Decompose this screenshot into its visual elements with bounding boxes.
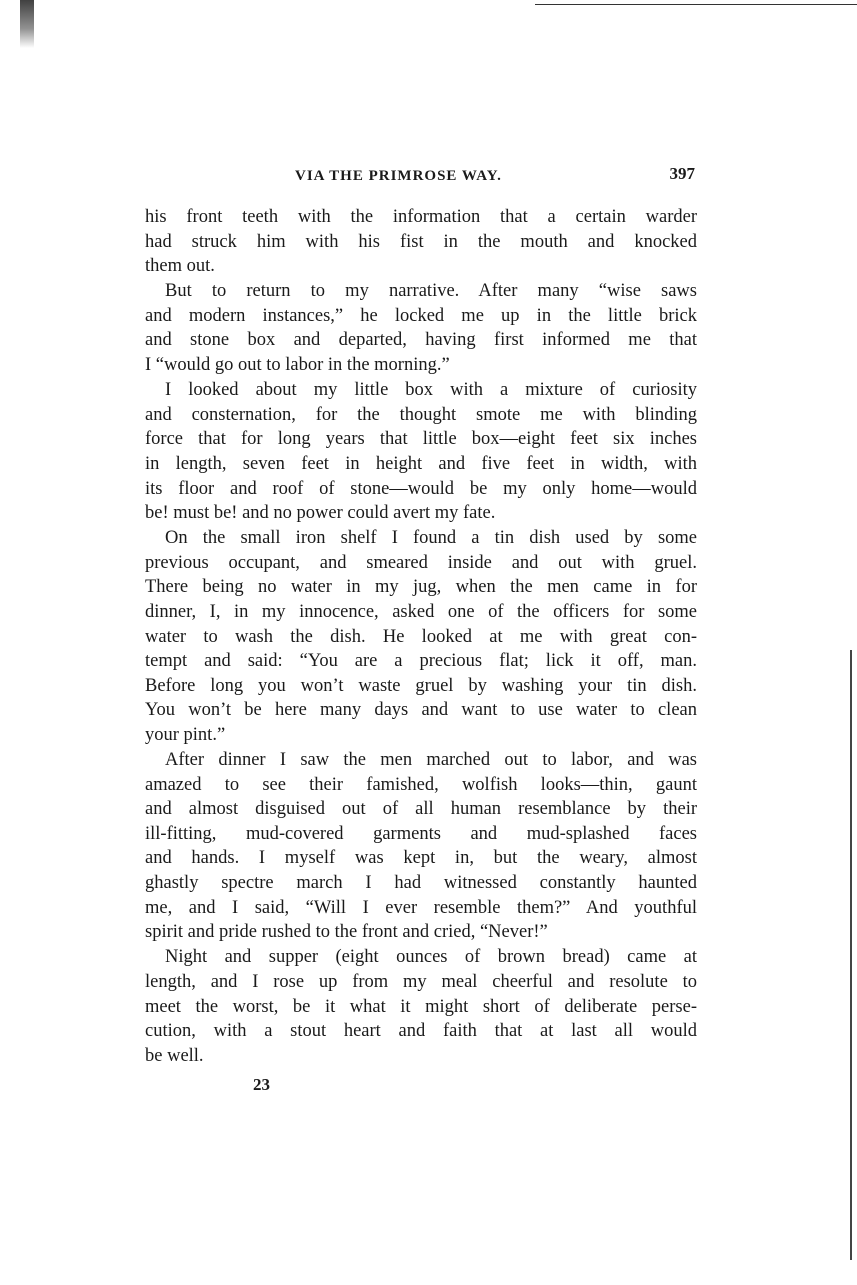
text-line: ill-fitting, mud-covered garments and mud-splashed faces xyxy=(145,823,697,844)
text-line: water to wash the dish. He looked at me with great con- xyxy=(145,626,697,647)
paragraph xyxy=(145,279,697,377)
text-line: force that for long years that little box—eight feet six inches xyxy=(145,429,697,450)
text-line: After dinner I saw the men marched out to labor, and was xyxy=(165,750,697,771)
paragraph xyxy=(145,748,697,945)
text-line: You won’t be here many days and want to use water to clean xyxy=(145,700,697,721)
text-line: I looked about my little box with a mixture of curiosity xyxy=(165,380,697,401)
body-text xyxy=(145,205,697,1069)
text-line: dinner, I, in my innocence, asked one of the officers for some xyxy=(145,602,697,622)
text-line: spirit and pride rushed to the front and cried, “Never!” xyxy=(145,922,548,943)
scan-artifact xyxy=(20,0,34,48)
text-line: and almost disguised out of all human resemblance by their xyxy=(145,799,697,820)
text-line: On the small iron shelf I found a tin dish used by some xyxy=(165,528,697,549)
text-line: had struck him with his fist in the mouth and knocked xyxy=(145,231,697,252)
text-line: There being no water in my jug, when the men came in for xyxy=(145,577,697,598)
text-line: and consternation, for the thought smote me with blinding xyxy=(145,404,697,425)
signature-mark: 23 xyxy=(253,1075,270,1094)
text-line: ghastly spectre march I had witnessed constantly haunted xyxy=(145,873,697,894)
text-line: and hands. I myself was kept in, but the weary, almost xyxy=(145,848,697,869)
text-line: But to return to my narrative. After many “wise saws xyxy=(165,281,697,302)
running-title: VIA THE PRIMROSE WAY. xyxy=(295,168,502,184)
paragraph xyxy=(145,945,697,1068)
text-line: previous occupant, and smeared inside and out with gruel. xyxy=(145,552,697,573)
scan-edge-line xyxy=(850,650,852,1260)
text-line: your pint.” xyxy=(145,724,226,745)
text-line: tempt and said: “You are a precious flat; lick it off, man. xyxy=(145,651,697,672)
text-line: be well. xyxy=(145,1045,204,1066)
text-line: his front teeth with the information that a certain warder xyxy=(145,207,697,227)
text-line: meet the worst, be it what it might short of deliberate perse- xyxy=(145,996,697,1017)
page-number: 397 xyxy=(669,164,695,183)
text-line: its floor and roof of stone—would be my only home—would xyxy=(145,478,697,499)
text-line: cution, with a stout heart and faith that at last all would xyxy=(145,1021,697,1042)
paragraph xyxy=(145,378,697,526)
text-line: in length, seven feet in height and five feet in width, with xyxy=(145,453,697,474)
scan-edge-line xyxy=(535,4,857,5)
text-line: length, and I rose up from my meal cheerful and resolute to xyxy=(145,971,697,992)
page-header xyxy=(145,164,697,188)
text-line: be! must be! and no power could avert my fate. xyxy=(145,503,496,524)
text-line: amazed to see their famished, wolfish looks—thin, gaunt xyxy=(145,774,697,795)
paragraph xyxy=(145,205,697,279)
text-line: and stone box and departed, having first informed me that xyxy=(145,330,697,351)
text-line: them out. xyxy=(145,256,215,277)
text-line: me, and I said, “Will I ever resemble them?” And youthful xyxy=(145,897,697,918)
text-line: I “would go out to labor in the morning.” xyxy=(145,355,450,376)
paragraph xyxy=(145,526,697,747)
text-line: Night and supper (eight ounces of brown bread) came at xyxy=(165,947,697,968)
text-line: Before long you won’t waste gruel by washing your tin dish. xyxy=(145,675,697,696)
text-line: and modern instances,” he locked me up in the little brick xyxy=(145,305,697,326)
